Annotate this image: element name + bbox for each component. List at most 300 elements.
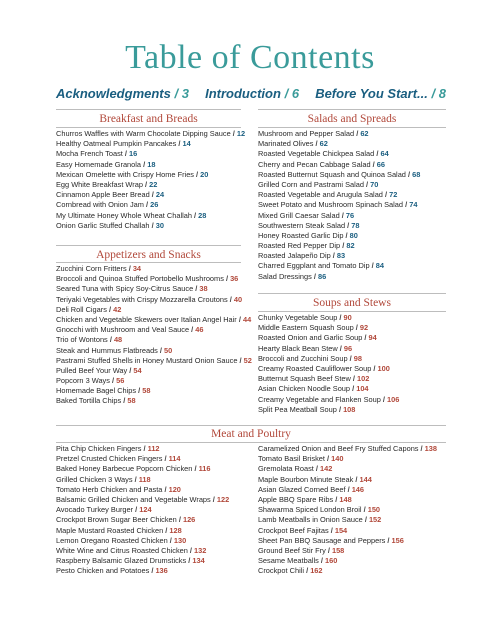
toc-entry[interactable] [258,395,399,405]
entry-title: Marinated Olives [258,139,314,149]
meat-list-right [258,444,437,576]
entry-separator: / [340,241,347,251]
entry-page-number: 126 [182,515,196,525]
entry-page-number: 38 [199,284,208,294]
entry-title: Charred Eggplant and Tomato Dip [258,261,370,271]
toc-entry[interactable] [56,386,252,396]
entry-title: Onion Garlic Stuffed Challah [56,220,150,230]
entry-page-number: 54 [133,365,142,375]
entry-title: Seared Tuna with Spicy Soy-Citrus Sauce [56,284,194,294]
section-rule [56,442,446,443]
entry-page-number: 28 [198,210,207,220]
entry-separator: / [311,271,318,281]
entry-separator: / [362,515,369,525]
toc-entry[interactable] [56,444,229,454]
entry-page-number: 108 [343,404,356,414]
entry-title: Pita Chip Chicken Fingers [56,444,142,453]
breakfast-list [56,129,245,231]
entry-title: Sweet Potato and Mushroom Spinach Salad [258,200,404,210]
toc-entry[interactable] [258,505,437,515]
entry-page-number: 56 [116,376,125,386]
entry-page-number: 76 [345,210,355,220]
entry-title: Roasted Onion and Garlic Soup [258,333,363,343]
toc-entry[interactable] [258,485,437,495]
entry-page-number: 14 [182,139,191,149]
entry-title: Steak and Hummus Flatbreads [56,345,158,355]
toc-entry[interactable] [56,305,252,315]
entry-title: Middle Eastern Squash Soup [258,323,354,333]
entry-separator: / [304,566,311,576]
toc-entry[interactable] [56,325,252,335]
entry-separator: / [127,365,134,375]
entry-page-number: 130 [173,535,187,545]
toc-entry[interactable] [56,221,245,231]
entry-title: Creamy Vegetable and Flanken Soup [258,394,381,404]
entry-separator: / [109,376,117,386]
entry-title: Roasted Red Pepper Dip [258,241,341,251]
toc-entry[interactable] [56,356,252,366]
toc-entry[interactable] [56,346,252,356]
entry-page-number: 146 [351,484,365,494]
entry-page-number: 144 [359,474,372,484]
entry-separator: / [380,394,388,404]
entry-title: Cherry and Pecan Cabbage Salad [258,159,371,169]
toc-entry[interactable] [258,495,437,505]
entry-title: Crockpot Beef Fajitas [258,525,329,535]
toc-entry[interactable] [56,566,229,576]
entry-separator: / [157,345,165,355]
toc-entry[interactable] [258,354,399,364]
entry-separator: / [122,149,129,159]
entry-separator: / [141,159,148,169]
toc-entry[interactable] [258,405,399,415]
entry-title: Deli Roll Cigars [56,304,107,314]
toc-entry[interactable] [56,376,252,386]
entry-separator: / [162,484,169,494]
entry-page-number: 20 [200,169,209,179]
entry-title: Asian Glazed Corned Beef [258,484,346,494]
entry-page-number: 156 [391,535,404,545]
entry-separator: / [369,261,376,271]
entry-title: Balsamic Grilled Chicken and Vegetable Wraps [56,494,211,504]
entry-separator: / [350,384,357,394]
entry-separator: / [313,464,321,474]
entry-title: Roasted Butternut Squash and Quinoa Salad [258,169,406,179]
entry-separator: / [339,210,346,220]
toc-entry[interactable] [258,323,399,333]
entry-title: Creamy Roasted Cauliflower Soup [258,363,372,373]
entry-separator: / [330,251,337,261]
entry-separator: / [337,343,344,353]
entry-page-number: 26 [150,200,159,210]
entry-separator: / [223,274,231,284]
entry-page-number: 58 [142,386,151,396]
section-rule [56,245,241,246]
entry-page-number: 112 [147,444,160,453]
entry-page-number: 24 [155,190,165,200]
entry-separator: / [149,220,156,230]
toc-entry[interactable] [56,139,245,149]
entry-separator: / [382,190,390,200]
entry-title: Butternut Squash Beef Stew [258,374,351,384]
toc-entry[interactable] [258,170,420,180]
meat-list-left [56,444,229,576]
entry-title: Crockpot Brown Sugar Beer Chicken [56,515,177,525]
toc-entry[interactable] [258,160,420,170]
toc-entry[interactable] [258,384,399,394]
toc-entry[interactable] [258,364,399,374]
section-title-appetizers: Appetizers and Snacks [96,249,201,261]
entry-page-number: 34 [132,264,142,273]
entry-title: Gnocchi with Mushroom and Veal Sauce [56,325,190,335]
entry-title: Mixed Grill Caesar Salad [258,210,340,220]
toc-entry[interactable] [258,211,420,221]
entry-separator: / [187,545,195,555]
entry-separator: / [192,464,199,474]
toc-entry[interactable] [258,454,437,464]
toc-entry[interactable] [56,454,229,464]
entry-title: Chicken and Vegetable Skewers over Italian Angel Hair [56,314,237,324]
entry-separator: / [345,484,352,494]
entry-title: Chunky Vegetable Soup [258,313,338,322]
toc-entry[interactable] [56,200,245,210]
toc-entry[interactable] [56,556,229,566]
toc-entry[interactable] [258,526,437,536]
entry-title: Honey Roasted Garlic Dip [258,230,344,240]
section-rule [258,311,446,312]
entry-page-number: 74 [409,200,418,210]
entry-separator: / [363,179,371,189]
entry-page-number: 18 [147,159,156,169]
entry-page-number: 36 [230,274,239,284]
entry-page-number: 162 [310,566,323,576]
toc-entry[interactable] [258,129,420,139]
toc-entry[interactable] [258,272,420,282]
entry-page-number: 128 [169,525,182,535]
entry-separator: / [370,159,377,169]
entry-title: Avocado Turkey Burger [56,505,134,515]
entry-separator: / [333,494,340,504]
entry-separator: / [186,556,193,566]
toc-entry[interactable] [258,344,399,354]
entry-separator: / [236,314,243,324]
entry-separator: / [345,220,352,230]
entry-page-number: 62 [360,129,369,138]
entry-title: Gremolata Roast [258,464,314,474]
section-title-meat: Meat and Poultry [211,428,291,440]
entry-separator: / [121,396,128,406]
entry-page-number: 136 [155,566,168,576]
entry-separator: / [374,149,381,159]
entry-separator: / [418,444,425,453]
entry-page-number: 82 [346,241,355,251]
entry-page-number: 116 [198,464,211,474]
entry-title: Sheet Pan BBQ Sausage and Peppers [258,535,386,545]
toc-entry[interactable] [258,556,437,566]
entry-page-number: 70 [370,179,379,189]
entry-page-number: 78 [351,220,360,230]
entry-separator: / [362,333,369,343]
entry-separator: / [354,129,361,138]
toc-entry[interactable] [56,485,229,495]
entry-separator: / [136,386,143,396]
toc-entry[interactable] [258,536,437,546]
entry-page-number: 94 [368,333,377,343]
entry-title: Cornbread with Onion Jam [56,200,144,210]
front-link-acknowledgments[interactable]: Acknowledgments / 3 [56,86,189,101]
entry-title: Egg White Breakfast Wrap [56,179,143,189]
toc-entry[interactable] [258,374,399,384]
section-title-salads: Salads and Spreads [307,113,397,125]
appetizers-list [56,264,252,407]
toc-entry[interactable] [56,129,245,139]
entry-separator: / [163,525,170,535]
entry-title: Broccoli and Quinoa Stuffed Portobello Mushrooms [56,274,224,284]
toc-entry[interactable] [56,495,229,505]
entry-separator: / [106,304,114,314]
salads-list [258,129,420,282]
entry-page-number: 154 [334,525,348,535]
toc-entry[interactable] [56,536,229,546]
toc-entry[interactable] [258,313,399,323]
toc-entry[interactable] [258,190,420,200]
toc-entry[interactable] [56,335,252,345]
entry-page-number: 132 [194,545,207,555]
entry-page-number: 12 [236,129,246,138]
entry-separator: / [189,325,196,335]
entry-title: Baked Honey Barbecue Popcorn Chicken [56,464,193,474]
soups-list [258,313,399,415]
toc-entry[interactable] [56,160,245,170]
entry-title: Grilled Chicken 3 Ways [56,474,133,484]
entry-title: Broccoli and Zucchini Soup [258,353,348,363]
section-rule [258,127,446,128]
toc-entry[interactable] [258,261,420,271]
toc-entry[interactable] [56,475,229,485]
toc-entry[interactable] [56,149,245,159]
entry-page-number: 120 [168,484,181,494]
entry-separator: / [237,355,244,365]
entry-title: Baked Tortilla Chips [56,396,122,406]
entry-separator: / [361,505,368,515]
toc-entry[interactable] [56,515,229,525]
toc-entry[interactable] [56,546,229,556]
entry-page-number: 62 [319,139,328,149]
entry-separator: / [337,313,344,322]
entry-separator: / [318,556,325,566]
entry-separator: / [149,190,156,200]
entry-title: Grilled Corn and Pastrami Salad [258,179,364,189]
entry-separator: / [133,505,140,515]
entry-title: White Wine and Citrus Roasted Chicken [56,545,188,555]
toc-entry[interactable] [258,566,437,576]
entry-page-number: 83 [336,251,346,261]
toc-entry[interactable] [258,221,420,231]
entry-title: Caramelized Onion and Beef Fry Stuffed Capons [258,444,419,453]
entry-title: Roasted Vegetable Chickpea Salad [258,149,375,159]
entry-page-number: 134 [192,556,205,566]
entry-title: Homemade Bagel Chips [56,386,137,396]
front-link-introduction[interactable]: Introduction / 6 [205,86,300,101]
entry-separator: / [193,284,200,294]
entry-page-number: 50 [164,345,173,355]
entry-title: Healthy Oatmeal Pumpkin Pancakes [56,139,177,149]
entry-page-number: 140 [331,454,344,464]
entry-separator: / [143,200,151,210]
entry-separator: / [142,179,150,189]
section-rule [56,109,241,110]
toc-entry[interactable] [56,284,252,294]
entry-separator: / [141,444,148,453]
entry-separator: / [162,454,169,464]
entry-separator: / [405,169,413,179]
entry-separator: / [328,525,335,535]
entry-page-number: 42 [113,304,122,314]
toc-entry[interactable] [258,475,437,485]
entry-title: Apple BBQ Spare Ribs [258,494,334,504]
entry-page-number: 148 [339,494,352,504]
entry-separator: / [176,139,183,149]
toc-entry[interactable] [258,251,420,261]
entry-title: Ground Beef Stir Fry [258,545,326,555]
toc-entry[interactable] [258,241,420,251]
entry-separator: / [227,294,234,304]
entry-page-number: 58 [127,396,136,406]
entry-page-number: 84 [375,261,385,271]
entry-title: Easy Homemade Granola [56,159,142,169]
entry-title: Roasted Vegetable and Arugula Salad [258,190,383,200]
entry-title: Pesto Chicken and Potatoes [56,566,150,576]
entry-page-number: 96 [343,343,353,353]
entry-page-number: 66 [376,159,385,169]
entry-title: Mocha French Toast [56,149,123,159]
toc-entry[interactable] [56,211,245,221]
entry-title: Teriyaki Vegetables with Crispy Mozzarella Croutons [56,294,228,304]
entry-title: Tomato Herb Chicken and Pasta [56,484,163,494]
entry-page-number: 68 [412,169,421,179]
entry-title: Salad Dressings [258,271,312,281]
entry-separator: / [107,335,114,345]
entry-page-number: 16 [129,149,138,159]
toc-entry[interactable] [56,526,229,536]
entry-page-number: 118 [138,474,151,484]
entry-page-number: 44 [242,314,252,324]
entry-page-number: 22 [149,179,158,189]
section-rule [56,262,241,263]
toc-entry[interactable] [56,396,252,406]
entry-title: Hearty Black Bean Stew [258,343,338,353]
entry-title: Pastrami Stuffed Shells in Honey Mustard Onion Sauce [56,355,238,365]
entry-page-number: 80 [349,230,358,240]
entry-separator: / [313,139,320,149]
front-link-before-you-start[interactable]: Before You Start... / 8 [315,86,446,101]
toc-entry[interactable] [56,264,252,274]
entry-page-number: 142 [320,464,333,474]
entry-title: Trio of Wontons [56,335,108,345]
entry-page-number: 90 [343,313,352,322]
entry-page-number: 48 [113,335,123,345]
entry-page-number: 104 [356,384,369,394]
entry-page-number: 100 [377,363,390,373]
toc-entry[interactable] [56,190,245,200]
entry-separator: / [191,210,199,220]
section-title-soups: Soups and Stews [313,297,391,309]
toc-entry[interactable] [56,170,245,180]
entry-title: Pulled Beef Your Way [56,365,128,375]
entry-separator: / [176,515,183,525]
entry-title: Shawarma Spiced London Broil [258,505,362,515]
entry-separator: / [194,169,201,179]
entry-title: Raspberry Balsamic Glazed Drumsticks [56,556,187,566]
toc-entry[interactable] [56,315,252,325]
toc-entry[interactable] [56,274,252,284]
entry-separator: / [325,545,332,555]
entry-separator: / [132,474,139,484]
entry-page-number: 124 [139,505,152,515]
entry-page-number: 64 [380,149,389,159]
toc-entry[interactable] [258,180,420,190]
entry-separator: / [350,374,358,384]
toc-entry[interactable] [56,464,229,474]
entry-title: Mexican Omelette with Crispy Home Fries [56,169,194,179]
toc-entry[interactable] [258,149,420,159]
section-rule [258,293,446,294]
toc-entry[interactable] [258,231,420,241]
toc-entry[interactable] [258,444,437,454]
entry-separator: / [126,264,133,273]
entry-separator: / [324,454,332,464]
entry-page-number: 72 [389,190,398,200]
entry-title: Sesame Meatballs [258,556,319,566]
toc-entry[interactable] [258,333,399,343]
toc-entry[interactable] [258,139,420,149]
entry-page-number: 160 [324,556,338,566]
entry-page-number: 158 [331,545,345,555]
toc-entry[interactable] [56,295,252,305]
toc-entry[interactable] [56,505,229,515]
entry-page-number: 152 [368,515,382,525]
entry-title: Crockpot Chili [258,566,305,576]
toc-entry[interactable] [56,366,252,376]
entry-separator: / [336,404,344,414]
entry-title: Mushroom and Pepper Salad [258,129,355,138]
entry-title: Zucchini Corn Fritters [56,264,127,273]
entry-page-number: 106 [387,394,400,404]
entry-title: Churros Waffles with Warm Chocolate Dipping Sauce [56,129,231,138]
toc-entry[interactable] [56,180,245,190]
entry-separator: / [230,129,237,138]
entry-separator: / [210,494,217,504]
toc-entry[interactable] [258,515,437,525]
toc-entry[interactable] [258,464,437,474]
entry-page-number: 86 [318,271,327,281]
entry-title: Split Pea Meatball Soup [258,404,337,414]
entry-separator: / [403,200,410,210]
entry-title: Southwestern Steak Salad [258,220,346,230]
entry-title: My Ultimate Honey Whole Wheat Challah [56,210,192,220]
entry-page-number: 98 [353,353,362,363]
section-rule [56,425,446,426]
toc-entry[interactable] [258,546,437,556]
section-rule [56,127,241,128]
entry-page-number: 52 [243,355,252,365]
entry-separator: / [353,323,360,333]
entry-page-number: 46 [195,325,204,335]
entry-title: Maple Bourbon Minute Steak [258,474,354,484]
entry-page-number: 92 [359,323,369,333]
toc-entry[interactable] [258,200,420,210]
front-matter-row [56,86,446,104]
